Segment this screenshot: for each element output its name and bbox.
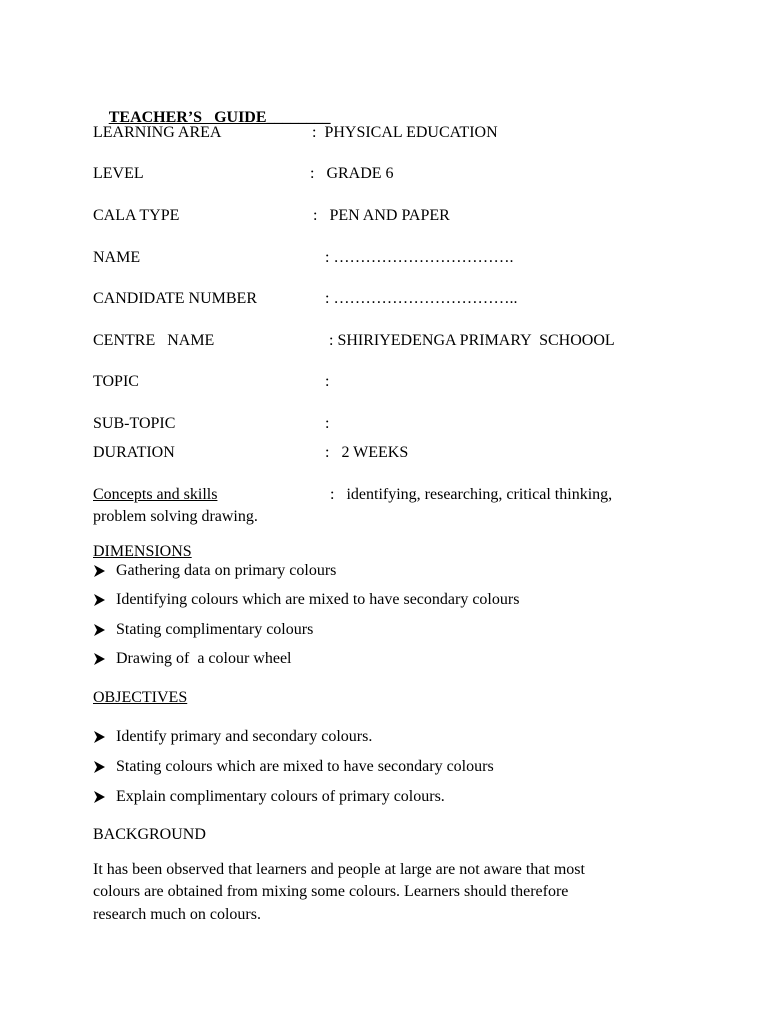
background-line: research much on colours. xyxy=(93,906,261,923)
list-item-text: Drawing of a colour wheel xyxy=(116,650,292,667)
concepts-continuation: problem solving drawing. xyxy=(93,508,258,525)
field-label: CENTRE NAME xyxy=(93,332,215,349)
field-label: SUB-TOPIC xyxy=(93,415,176,432)
field-value: : xyxy=(325,373,330,390)
list-item-text: Gathering data on primary colours xyxy=(116,562,337,579)
list-item-text: Stating complimentary colours xyxy=(116,621,314,638)
field-label: LEVEL xyxy=(93,165,144,182)
field-label: DURATION xyxy=(93,444,175,461)
list-item-text: Explain complimentary colours of primary colours. xyxy=(116,788,445,805)
field-value: : PEN AND PAPER xyxy=(313,207,450,224)
field-value: : 2 WEEKS xyxy=(325,444,409,461)
arrowhead-bullet-icon xyxy=(94,761,105,773)
background-heading: BACKGROUND xyxy=(93,826,206,843)
field-value: : …………………………….. xyxy=(325,290,518,307)
concepts-value: : identifying, researching, critical thinking, xyxy=(330,486,613,503)
arrowhead-bullet-icon xyxy=(94,731,105,743)
list-item-text: Identify primary and secondary colours. xyxy=(116,728,373,745)
arrowhead-bullet-icon xyxy=(94,565,105,577)
arrowhead-bullet-icon xyxy=(94,791,105,803)
arrowhead-bullet-icon xyxy=(94,594,105,606)
background-line: It has been observed that learners and people at large are not aware that most xyxy=(93,861,585,878)
arrowhead-bullet-icon xyxy=(94,624,105,636)
field-label: LEARNING AREA xyxy=(93,124,222,141)
background-line: colours are obtained from mixing some colours. Learners should therefore xyxy=(93,883,569,900)
field-value: : ……………………………. xyxy=(325,249,514,266)
arrowhead-bullet-icon xyxy=(94,653,105,665)
dimensions-heading: DIMENSIONS xyxy=(93,543,192,560)
field-value: : GRADE 6 xyxy=(310,165,394,182)
list-item-text: Stating colours which are mixed to have secondary colours xyxy=(116,758,494,775)
title-text: TEACHER’S GUIDE xyxy=(108,109,267,126)
field-label: TOPIC xyxy=(93,373,139,390)
title-underline-tail: ________ xyxy=(266,109,331,126)
list-item-text: Identifying colours which are mixed to have secondary colours xyxy=(116,591,520,608)
field-label: NAME xyxy=(93,249,141,266)
field-value: : SHIRIYEDENGA PRIMARY SCHOOOL xyxy=(329,332,615,349)
field-value: : PHYSICAL EDUCATION xyxy=(312,124,498,141)
objectives-heading: OBJECTIVES xyxy=(93,689,188,706)
field-value: : xyxy=(325,415,330,432)
field-label: CALA TYPE xyxy=(93,207,180,224)
concepts-label: Concepts and skills xyxy=(93,486,218,503)
field-label: CANDIDATE NUMBER xyxy=(93,290,257,307)
